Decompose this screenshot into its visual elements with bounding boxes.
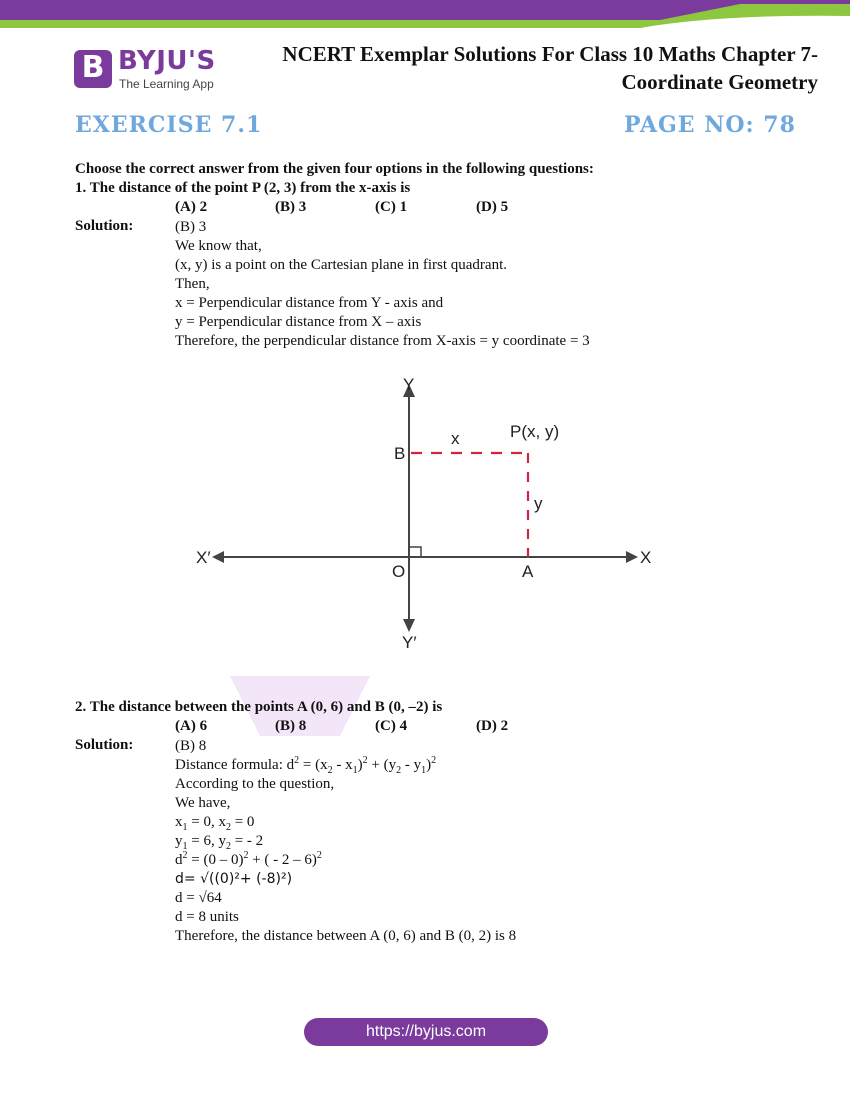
footer-url-link[interactable]: https://byjus.com [304, 1018, 548, 1046]
x-neg-label: X′ [196, 548, 211, 567]
question-2: 2. The distance between the points A (0, 6) and B (0, –2) is [75, 699, 443, 715]
x-axis-arrow-left [212, 551, 224, 563]
q2-option-b: (B) 8 [275, 718, 307, 734]
title-line-2: Coordinate Geometry [621, 70, 818, 94]
x-axis-label: X [640, 548, 652, 567]
q2-y-values: $y_1 = 6$, $y_2$ = - 2 [175, 833, 264, 852]
q2-x-values: $x_1 = 0$, $x_2 = 0$ [175, 814, 255, 833]
title-line-1: NCERT Exemplar Solutions For Class 10 Maths Chapter 7- [282, 42, 818, 66]
byjus-logo [74, 47, 219, 93]
question-1: 1. The distance of the point P (2, 3) from the x-axis is [75, 180, 411, 196]
q1-solution-line: Then, [175, 276, 210, 292]
q2-d-units: d = 8 units [175, 909, 239, 925]
q2-d-squared: $d^2 = (0 - 0)^2$ + ( - 2 – 6)$^2$ [175, 850, 322, 868]
right-angle-mark [409, 547, 421, 557]
q2-according: According to the question, [175, 776, 335, 792]
origin-label: O [392, 562, 406, 581]
q1-solution-label: Solution: [75, 218, 134, 234]
x-axis-arrow-right [626, 551, 638, 563]
x-distance-label: x [451, 429, 460, 448]
q2-conclusion: Therefore, the distance between A (0, 6) and B (0, 2) is 8 [175, 928, 517, 944]
point-p-label: P(x, y) [510, 422, 560, 441]
formula-prefix: Distance formula: d [175, 757, 295, 773]
y-axis-label: Y [403, 375, 415, 394]
q1-solution-line: x = Perpendicular distance from Y - axis and [175, 295, 444, 311]
point-a-label: A [522, 562, 534, 581]
q1-option-d: (D) 5 [476, 199, 509, 215]
q1-solution-line: (x, y) is a point on the Cartesian plane in first quadrant. [175, 257, 507, 273]
y-axis-arrow-down [403, 619, 415, 632]
q2-d-64: d = √64 [175, 890, 222, 906]
q2-d-sqrt: d= √((0)²+ (-8)²) [175, 871, 293, 887]
q1-solution-line: y = Perpendicular distance from X – axis [175, 314, 422, 330]
q1-solution-line: We know that, [175, 238, 262, 254]
q2-answer: (B) 8 [175, 738, 207, 754]
instructions: Choose the correct answer from the given four options in the following questions: [75, 161, 594, 177]
q2-we-have: We have, [175, 795, 231, 811]
exercise-heading: EXERCISE 7.1 [75, 112, 263, 138]
q1-option-b: (B) 3 [275, 199, 307, 215]
q1-solution-line: Therefore, the perpendicular distance from X-axis = y coordinate = 3 [175, 333, 590, 349]
top-banner [0, 0, 850, 28]
q2-option-c: (C) 4 [375, 718, 408, 734]
logo-tagline: The Learning App [119, 77, 214, 91]
point-b-label: B [394, 444, 406, 463]
q2-distance-formula: Distance formula: $d^2 = (x_2 - x_1)^2 + (y_2 - y_1)^2$ [175, 755, 437, 776]
q2-option-d: (D) 2 [476, 718, 509, 734]
page-title [258, 40, 818, 96]
page-number-heading: PAGE NO: 78 [624, 112, 796, 138]
q2-solution-label: Solution: [75, 737, 134, 753]
q1-option-c: (C) 1 [375, 199, 408, 215]
q1-option-a: (A) 2 [175, 199, 208, 215]
q2-option-a: (A) 6 [175, 718, 208, 734]
coordinate-diagram [190, 370, 670, 655]
logo-mark: B [74, 50, 112, 88]
logo-word: BYJU'S [118, 46, 216, 76]
y-distance-label: y [534, 494, 543, 513]
q1-solution-line: (B) 3 [175, 219, 207, 235]
y-neg-label: Y′ [402, 633, 417, 652]
